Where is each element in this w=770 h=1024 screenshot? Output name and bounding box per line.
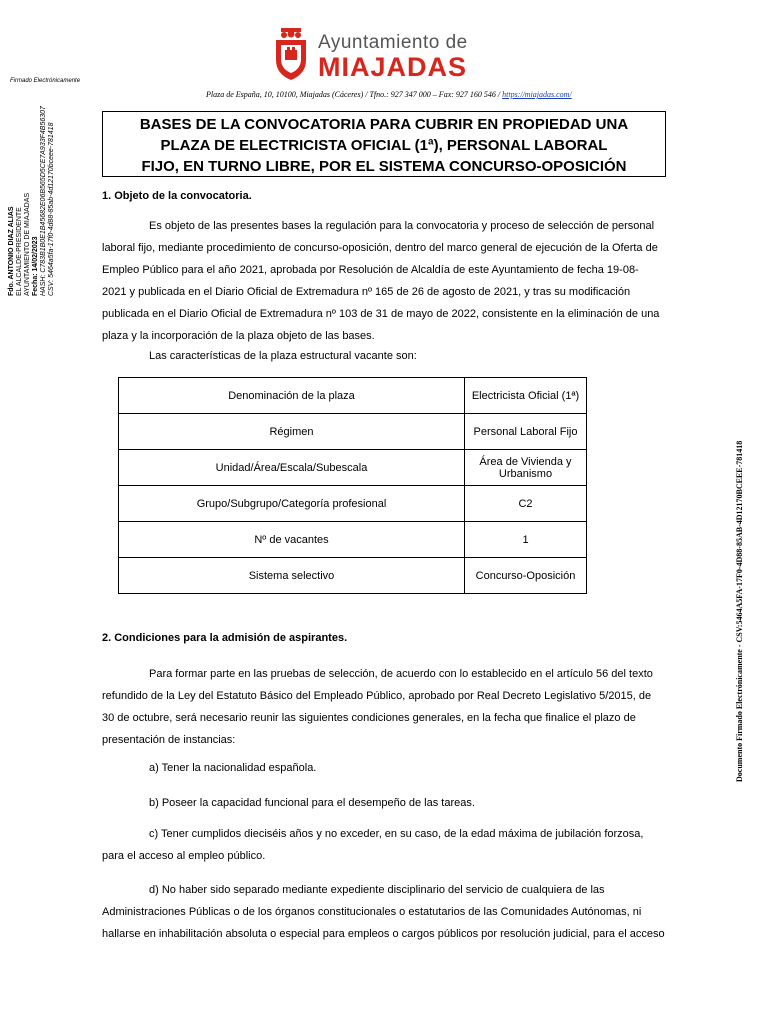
section2-heading: 2. Condiciones para la admisión de aspirantes. (102, 632, 348, 644)
paragraph-line: Es objeto de las presentes bases la regulación para la convocatoria y proceso de selección de personal (149, 220, 655, 232)
paragraph-line: Empleo Público para el año 2021, aprobada por Resolución de Alcaldía de este Ayuntamiento de fecha 19-08- (102, 264, 639, 276)
paragraph-line: publicada en el Diario Oficial de Extremadura nº 103 de 31 de mayo de 2022, consistente en la eliminación de una (102, 308, 660, 320)
section1-heading: 1. Objeto de la convocatoria. (102, 190, 252, 202)
table-cell-label: Grupo/Subgrupo/Categoría profesional (119, 486, 465, 522)
title-line2: PLAZA DE ELECTRICISTA OFICIAL (1ª), PERSONAL LABORAL (160, 137, 608, 154)
section1-paragraph (102, 215, 668, 347)
table-row (119, 378, 587, 414)
signer-org: AYUNTAMIENTO DE MIAJADAS (24, 192, 31, 296)
condition-b: b) Poseer la capacidad funcional para el desempeño de las tareas. (149, 797, 475, 809)
table-cell-label: Denominación de la plaza (119, 378, 465, 414)
paragraph-line: presentación de instancias: (102, 734, 236, 746)
table-cell-value: Personal Laboral Fijo (465, 414, 587, 450)
signature-hash: HASH: C783B1B0E1B45682E06B565D5CE7A933F4B56307 (40, 106, 47, 296)
paragraph-line: para el acceso al empleo público. (102, 850, 266, 862)
table-cell-value: Concurso-Oposición (465, 558, 587, 594)
document-title (102, 111, 666, 177)
logo-line2: MIAJADAS (318, 52, 468, 82)
paragraph-line: plaza y la incorporación de la plaza objeto de las bases. (102, 330, 375, 342)
condition-d (102, 879, 668, 945)
paragraph-line: 30 de octubre, será necesario reunir las siguientes condiciones generales, en la fecha que finalice el plazo de (102, 712, 636, 724)
website-link[interactable]: https://miajadas.com/ (502, 90, 572, 99)
title-line1: BASES DE LA CONVOCATORIA PARA CUBRIR EN PROPIEDAD UNA (139, 116, 629, 133)
table-row (119, 414, 587, 450)
signer-role: EL ALCALDE-PRESIDENTE (16, 207, 23, 296)
table-intro: Las características de la plaza estructural vacante son: (149, 350, 417, 362)
table-cell-label: Unidad/Área/Escala/Subescala (119, 450, 465, 486)
logo-line1: Ayuntamiento de (318, 32, 468, 53)
signature-date: Fecha: 14/02/2023 (32, 236, 39, 296)
paragraph-line: refundido de la Ley del Estatuto Básico del Empleado Público, aprobado por Real Decreto Legislativo 5/2015, de (102, 690, 652, 702)
table-cell-label: Régimen (119, 414, 465, 450)
signature-label: Firmado Electrónicamente (10, 78, 81, 84)
paragraph-line: c) Tener cumplidos dieciséis años y no exceder, en su caso, de la edad máxima de jubilación forzosa, (149, 828, 644, 840)
table-cell-value: 1 (465, 522, 587, 558)
condition-c (102, 823, 668, 867)
table-cell-value: C2 (465, 486, 587, 522)
signature-csv: CSV: 5464a5fa-17f0-4d88-85ab-4d12170bceee-781418 (48, 122, 55, 296)
table-row (119, 486, 587, 522)
paragraph-line: Administraciones Públicas o de los órganos constitucionales o estatutarios de las Comunidades Autónomas, ni (102, 906, 642, 918)
table-cell-label: Nº de vacantes (119, 522, 465, 558)
signer-name: Fdo. ANTONIO DIAZ ALIAS (8, 206, 15, 296)
address-text: Plaza de España, 10, 10100, Miajadas (Cáceres) / Tfno.: 927 347 000 – Fax: 927 160 546 / (206, 90, 503, 99)
table-row (119, 450, 587, 486)
table-cell-value: Área de Vivienda y Urbanismo (465, 450, 587, 486)
table-row (119, 558, 587, 594)
title-line3: FIJO, EN TURNO LIBRE, POR EL SISTEMA CONCURSO-OPOSICIÓN (141, 158, 627, 175)
municipality-logo (272, 26, 472, 82)
condition-a: a) Tener la nacionalidad española. (149, 762, 317, 774)
coat-of-arms-icon (272, 26, 310, 82)
table-cell-label: Sistema selectivo (119, 558, 465, 594)
paragraph-line: d) No haber sido separado mediante expediente disciplinario del servicio de cualquiera de las (149, 884, 605, 896)
section2-intro (102, 663, 668, 751)
document-csv-vertical: Documento Firmado Electrónicamente - CSV:5464A5FA-17F0-4D88-85AB-4D12170BCEEE-781418 (735, 440, 744, 782)
vacancy-features-table (118, 377, 587, 594)
table-cell-value: Electricista Oficial (1ª) (465, 378, 587, 414)
paragraph-line: laboral fijo, mediante procedimiento de concurso-oposición, dentro del marco general de ejecución de la Oferta de (102, 242, 658, 254)
table-row (119, 522, 587, 558)
header-address (206, 90, 572, 99)
paragraph-line: hallarse en inhabilitación absoluta o especial para empleos o cargos públicos por resolución judicial, para el acceso (102, 928, 665, 940)
paragraph-line: 2021 y publicada en el Diario Oficial de Extremadura nº 165 de 26 de agosto de 2021, y tras su modificación (102, 286, 631, 298)
signature-block (8, 106, 56, 296)
paragraph-line: Para formar parte en las pruebas de selección, de acuerdo con lo establecido en el artículo 56 del texto (149, 668, 653, 680)
